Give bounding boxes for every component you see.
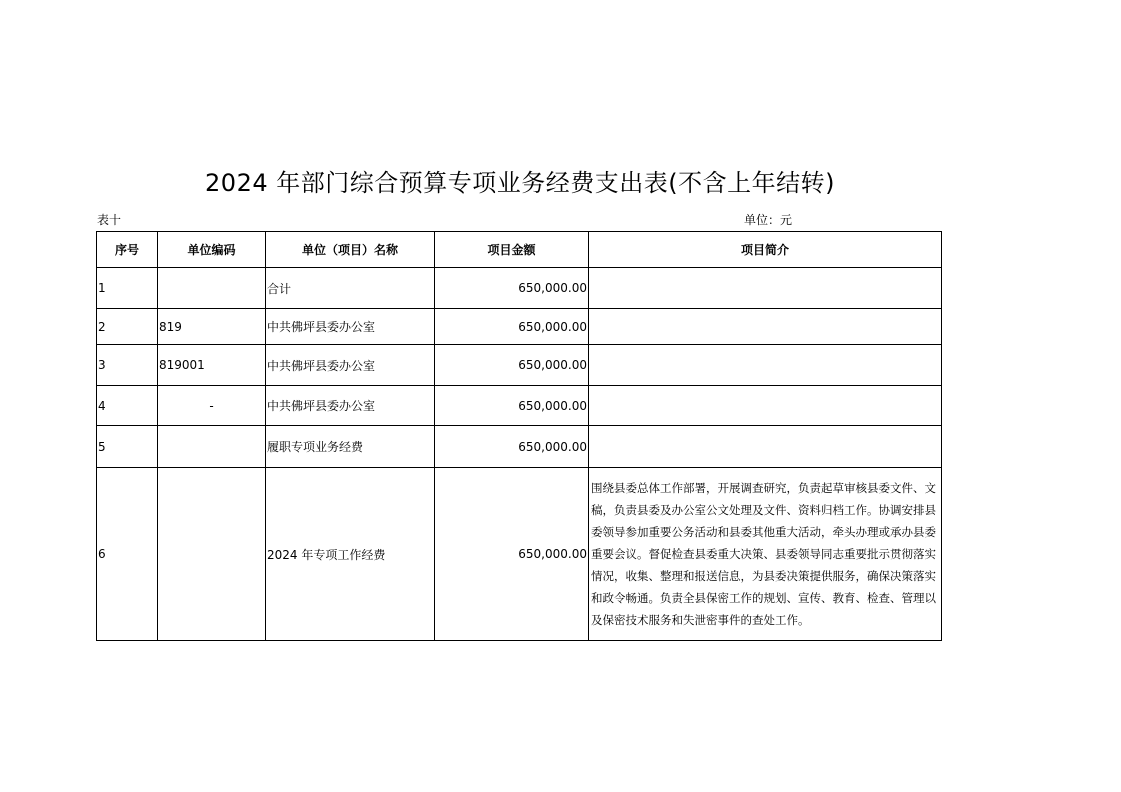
cell-serial: 6 [97,468,158,641]
cell-unit-code: 819001 [158,345,266,386]
header-unit-code: 单位编码 [158,232,266,268]
unit-label: 单位：元 [744,213,793,227]
cell-amount: 650,000.00 [435,309,589,345]
header-unit-name: 单位（项目）名称 [266,232,435,268]
cell-description [589,268,942,309]
cell-unit-name: 2024 年专项工作经费 [266,468,435,641]
budget-table [96,231,942,641]
cell-amount: 650,000.00 [435,386,589,426]
cell-description [589,309,942,345]
table-row [97,426,942,468]
header-serial: 序号 [97,232,158,268]
cell-amount: 650,000.00 [435,345,589,386]
cell-unit-name: 中共佛坪县委办公室 [266,386,435,426]
cell-description [589,386,942,426]
cell-unit-code [158,426,266,468]
header-amount: 项目金额 [435,232,589,268]
cell-unit-code: 819 [158,309,266,345]
page-title: 2024 年部门综合预算专项业务经费支出表(不含上年结转) [205,169,835,197]
cell-serial: 5 [97,426,158,468]
table-number: 表十 [97,213,122,227]
table-header-row [97,232,942,268]
cell-unit-code: - [158,386,266,426]
cell-serial: 4 [97,386,158,426]
header-description: 项目简介 [589,232,942,268]
cell-unit-name: 中共佛坪县委办公室 [266,345,435,386]
table-row [97,345,942,386]
cell-amount: 650,000.00 [435,426,589,468]
cell-amount: 650,000.00 [435,468,589,641]
cell-unit-code [158,268,266,309]
cell-description [589,426,942,468]
table-row [97,309,942,345]
cell-unit-name: 合计 [266,268,435,309]
cell-description: 围绕县委总体工作部署，开展调查研究，负责起草审核县委文件、文稿，负责县委及办公室公文处理及文件、资料归档工作。协调安排县委领导参加重要公务活动和县委其他重大活动，牵头办理或承办县委重要会议。督促检查县委重大决策、县委领导同志重要批示贯彻落实情况，收集、整理和报送信息，为县委决策提供服务，确保决策落实和政令畅通。负责全县保密工作的规划、宣传、教育、检查、管理以及保密技术服务和失泄密事件的查处工作。 [589,468,942,641]
cell-unit-name: 履职专项业务经费 [266,426,435,468]
table-row [97,468,942,641]
table-row [97,386,942,426]
cell-amount: 650,000.00 [435,268,589,309]
table-row [97,268,942,309]
cell-description [589,345,942,386]
cell-unit-name: 中共佛坪县委办公室 [266,309,435,345]
cell-serial: 1 [97,268,158,309]
cell-serial: 2 [97,309,158,345]
cell-serial: 3 [97,345,158,386]
cell-unit-code [158,468,266,641]
